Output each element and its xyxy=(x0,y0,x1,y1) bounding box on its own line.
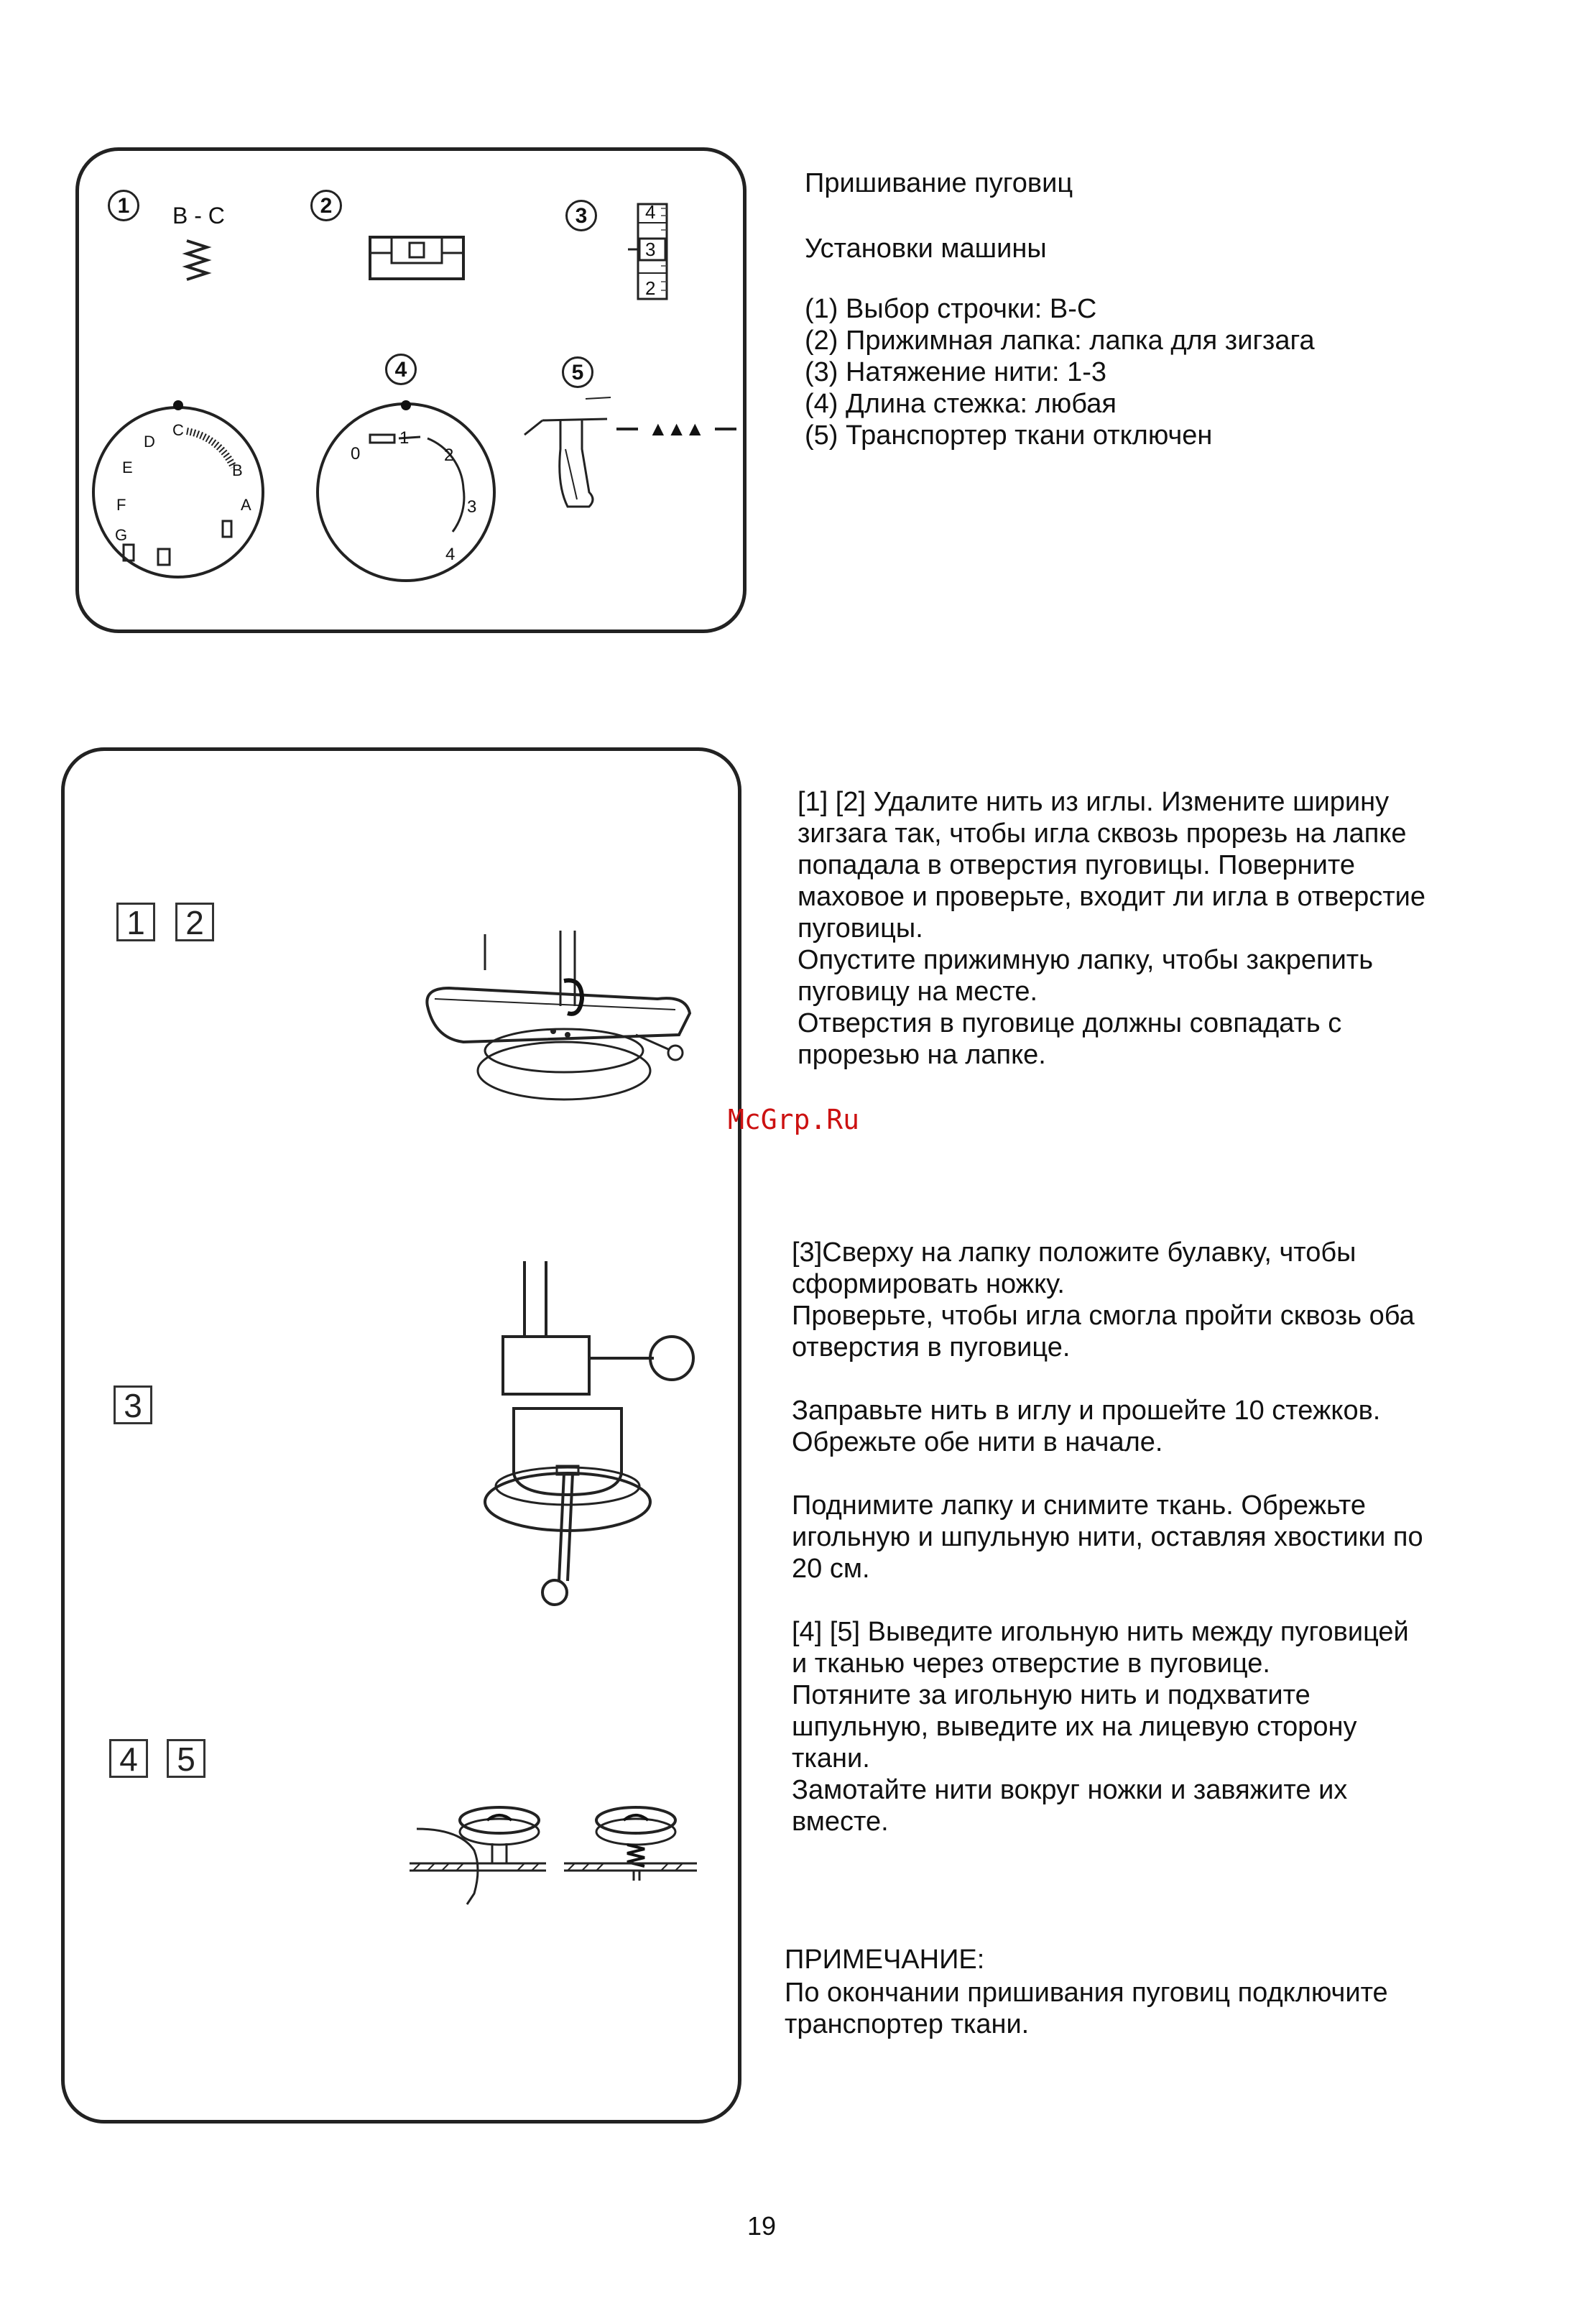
pattern-dial-letter-B: B xyxy=(232,461,243,479)
length-dial-tick-3: 3 xyxy=(467,497,477,517)
step-1-2-instructions: [1] [2] Удалите нить из иглы. Измените ширину зигзага так, чтобы игла сквозь прорезь на лапке попадала в отверстия пуговицы. Поверните маховое и проверьте, входит ли игла в отверстие пуговицы. Опустите прижимную лапку, чтобы закрепить пуговицу на месте. Отверстия в пуговице должны совпадать с прорезью на лапке. xyxy=(798,787,1425,1070)
instruction-stitch: Заправьте нить в иглу и прошейте 10 стежков. Обрежьте обе нити в начале. xyxy=(792,1396,1381,1457)
marker-5: 5 xyxy=(562,356,593,388)
pattern-dial-letter-E: E xyxy=(122,458,133,476)
stitch-length-dial xyxy=(309,395,503,589)
settings-item-1: (1) Выбор строчки: B-C xyxy=(805,294,1097,324)
step-label-5: 5 xyxy=(167,1739,205,1778)
instruction-pin-shank: [3]Сверху на лапку положите булавку, чтобы сформировать ножку. Проверьте, чтобы игла смогла пройти сквозь оба отверстия в пуговице. xyxy=(792,1237,1415,1362)
pattern-dial-letter-G: G xyxy=(115,526,128,544)
tension-tick-2: 2 xyxy=(645,277,656,299)
note-title: ПРИМЕЧАНИЕ: xyxy=(785,1945,985,1975)
settings-item-3: (3) Натяжение нити: 1-3 xyxy=(805,357,1107,387)
settings-item-5: (5) Транспортер ткани отключен xyxy=(805,420,1213,451)
feed-dog-lever-icon xyxy=(521,392,614,514)
pattern-dial-letter-A: A xyxy=(241,496,251,514)
instruction-remove-fabric: Поднимите лапку и снимите ткань. Обрежьте игольную и шпульную нити, оставляя хвостики по 20 см. xyxy=(792,1490,1423,1584)
feed-dog-dash-left xyxy=(616,428,638,430)
marker-3: 3 xyxy=(565,200,597,231)
length-dial-tick-0: 0 xyxy=(351,444,361,464)
tension-tick-4: 4 xyxy=(645,201,656,223)
step-label-4: 4 xyxy=(109,1739,148,1778)
settings-item-2: (2) Прижимная лапка: лапка для зигзага xyxy=(805,326,1315,356)
length-dial-tick-1: 1 xyxy=(399,428,410,448)
step-label-2: 2 xyxy=(175,903,214,941)
page-number: 19 xyxy=(747,2211,777,2241)
note-body: По окончании пришивания пуговиц подключите транспортер ткани. xyxy=(785,1978,1388,2039)
marker-4: 4 xyxy=(385,354,417,385)
section-title: Пришивание пуговиц xyxy=(805,168,1073,198)
button-shank-illustration xyxy=(402,1800,704,1908)
watermark: McGrp.Ru xyxy=(728,1104,860,1135)
marker-1: 1 xyxy=(108,190,139,221)
step-label-3: 3 xyxy=(114,1385,152,1424)
button-under-foot-illustration xyxy=(420,927,701,1121)
marker-2: 2 xyxy=(310,190,342,221)
pattern-dial-letter-D: D xyxy=(144,433,155,451)
tension-tick-3: 3 xyxy=(645,239,656,260)
machine-settings-title: Установки машины xyxy=(805,234,1047,264)
step-3-5-instructions xyxy=(792,1237,1532,1869)
length-dial-tick-4: 4 xyxy=(445,545,456,564)
step-label-1: 1 xyxy=(116,903,155,941)
pattern-label: B - C xyxy=(172,203,225,229)
length-dial-tick-2: 2 xyxy=(444,446,454,465)
settings-text xyxy=(805,167,1523,451)
feed-dog-dash-right xyxy=(715,428,736,430)
pattern-dial-letter-F: F xyxy=(116,496,126,514)
zigzag-foot-icon xyxy=(363,231,471,285)
pin-shank-illustration xyxy=(474,1258,704,1617)
pattern-dial-letter-C: C xyxy=(172,421,184,439)
settings-item-4: (4) Длина стежка: любая xyxy=(805,389,1117,419)
feed-dog-symbol: ▲▲▲ xyxy=(648,418,704,440)
instruction-wind-threads: [4] [5] Выведите игольную нить между пуговицей и тканью через отверстие в пуговице. Потяните за игольную нить и подхватите шпульную, выведите их на лицевую сторону ткани. Замотайте нити вокруг ножки и завяжите их вместе. xyxy=(792,1617,1409,1837)
zigzag-pattern-icon xyxy=(180,237,216,287)
